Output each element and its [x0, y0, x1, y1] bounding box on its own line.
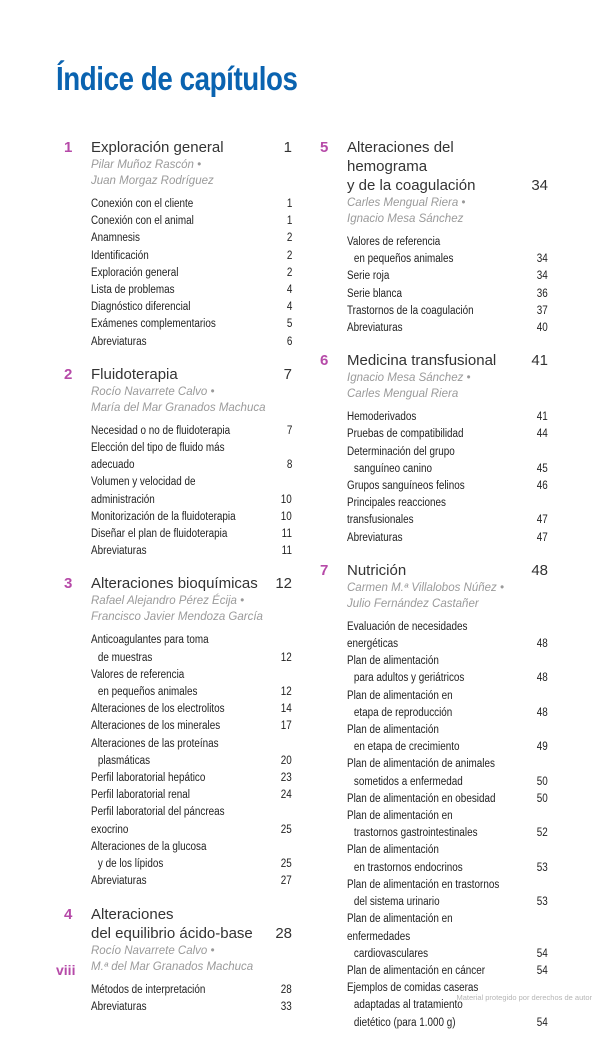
chapter-title[interactable] — [347, 138, 531, 195]
section-entry[interactable] — [91, 632, 292, 666]
chapter-page: 41 — [531, 352, 548, 370]
section-title-line[interactable]: Conexión con el cliente — [91, 198, 194, 210]
section-title[interactable] — [347, 268, 389, 285]
section-title[interactable] — [91, 509, 236, 526]
copyright-watermark: Material protegido por derechos de autor — [456, 993, 592, 1002]
section-page: 41 — [536, 411, 548, 424]
section-title-line[interactable]: Valores de referencia — [347, 236, 441, 248]
section-entry[interactable] — [91, 213, 292, 230]
section-title[interactable] — [347, 444, 455, 478]
chapter-title-line[interactable]: y de la coagulación — [347, 177, 476, 194]
chapter-title[interactable] — [91, 905, 253, 943]
section-title-line[interactable]: Diseñar el plan de fluidoterapia — [91, 528, 228, 541]
section-title-line[interactable]: Abreviaturas — [91, 1000, 147, 1013]
section-title[interactable] — [347, 303, 474, 320]
chapter-body — [347, 351, 548, 547]
chapter-authors — [347, 370, 548, 402]
chapter-authors — [347, 195, 548, 227]
section-title[interactable] — [91, 787, 190, 804]
section-entry[interactable] — [91, 440, 292, 474]
section-title[interactable] — [347, 478, 465, 495]
section-page: 10 — [280, 510, 292, 523]
section-title[interactable] — [347, 286, 402, 303]
section-title-line[interactable]: Conexión con el animal — [91, 215, 194, 228]
section-title[interactable] — [91, 474, 253, 508]
author-name: Julio Fernández Castañer — [347, 597, 479, 610]
section-page: 48 — [536, 706, 548, 719]
chapter-page: 7 — [283, 365, 292, 383]
section-title[interactable] — [91, 804, 253, 838]
chapter-page: 12 — [275, 575, 292, 593]
section-entry[interactable] — [347, 963, 548, 980]
chapter-body — [91, 365, 292, 561]
chapter-block — [320, 561, 548, 1032]
section-title-line[interactable]: Ejemplos de comidas caseras — [347, 982, 479, 995]
author-name: María del Mar Granados Machuca — [91, 401, 266, 414]
section-title[interactable] — [347, 963, 485, 980]
section-title[interactable] — [91, 213, 194, 230]
section-title[interactable] — [91, 701, 225, 718]
section-title[interactable] — [91, 299, 191, 316]
section-page: 6 — [286, 335, 292, 348]
section-title[interactable] — [91, 718, 220, 735]
section-entry[interactable] — [91, 718, 292, 735]
section-page: 33 — [280, 1000, 292, 1013]
section-title-line[interactable]: dietético (para 1.000 g) — [353, 1016, 456, 1029]
section-entry[interactable] — [347, 286, 548, 303]
author-name: Carles Mengual Riera • — [347, 197, 466, 209]
section-title[interactable] — [347, 756, 495, 790]
section-title-line[interactable]: Plan de alimentación — [347, 844, 439, 857]
section-page: 2 — [286, 232, 292, 245]
section-title[interactable] — [347, 688, 453, 722]
chapter-heading[interactable] — [91, 905, 292, 943]
section-page: 10 — [280, 493, 292, 506]
chapter-page: 34 — [531, 177, 548, 194]
section-title-line[interactable]: Exámenes complementarios — [91, 318, 216, 331]
section-title[interactable] — [347, 842, 463, 876]
section-title-line[interactable]: sometidos a enfermedad — [353, 775, 463, 788]
author-name: Carmen M.ª Villalobos Núñez • — [347, 581, 504, 594]
section-title-line[interactable]: Plan de alimentación en — [347, 810, 453, 823]
chapter-number: 7 — [320, 561, 329, 579]
section-title[interactable] — [91, 440, 258, 474]
section-page: 44 — [536, 428, 548, 441]
section-title[interactable] — [347, 426, 464, 443]
section-title-line[interactable]: Plan de alimentación — [347, 724, 439, 737]
section-page: 12 — [280, 651, 292, 664]
chapter-heading[interactable] — [91, 365, 292, 384]
section-title[interactable] — [347, 234, 453, 268]
section-page: 45 — [536, 462, 548, 475]
section-entry[interactable] — [347, 234, 548, 268]
toc-column-right — [320, 138, 548, 1046]
section-title-line[interactable]: Pruebas de compatibilidad — [347, 428, 464, 441]
section-page: 50 — [536, 775, 548, 788]
section-title[interactable] — [347, 877, 499, 911]
section-page: 46 — [536, 480, 548, 493]
section-title[interactable] — [91, 736, 219, 770]
section-entry[interactable] — [347, 409, 548, 426]
section-title[interactable] — [91, 265, 178, 282]
section-page: 50 — [536, 792, 548, 805]
chapter-heading[interactable] — [347, 561, 548, 580]
section-title[interactable] — [91, 770, 205, 787]
section-title[interactable] — [347, 409, 416, 426]
section-page: 40 — [536, 322, 548, 335]
chapter-block — [320, 138, 548, 337]
section-title-line[interactable]: Exploración general — [91, 266, 179, 279]
section-page: 17 — [280, 720, 292, 733]
section-entry[interactable] — [91, 423, 292, 440]
section-page: 49 — [536, 741, 548, 754]
section-title[interactable] — [91, 334, 147, 351]
section-page: 47 — [536, 531, 548, 544]
chapter-body — [91, 574, 292, 890]
section-title[interactable] — [91, 526, 227, 543]
section-page: 25 — [280, 858, 292, 871]
chapter-block — [64, 365, 292, 561]
section-title-line[interactable]: Anamnesis — [91, 232, 140, 245]
section-title[interactable] — [347, 980, 478, 1032]
author-name: M.ª del Mar Granados Machuca — [91, 960, 254, 973]
section-page: 1 — [286, 198, 292, 210]
section-page: 8 — [286, 459, 292, 472]
section-entry[interactable] — [91, 787, 292, 804]
section-title-line[interactable]: Alteraciones de los electrolitos — [91, 703, 225, 716]
section-page: 54 — [536, 947, 548, 960]
section-title-line[interactable]: Hemoderivados — [347, 411, 417, 424]
section-title-line[interactable]: y de los lípidos — [97, 858, 164, 871]
chapter-heading[interactable] — [347, 351, 548, 370]
section-page: 53 — [536, 896, 548, 909]
section-page: 11 — [281, 545, 292, 558]
section-title-line[interactable]: Identificación — [91, 249, 149, 262]
section-entry[interactable] — [91, 282, 292, 299]
section-page: 36 — [536, 287, 548, 300]
section-title[interactable] — [347, 722, 459, 756]
section-entry[interactable] — [91, 982, 292, 999]
section-title[interactable] — [91, 873, 147, 890]
author-name: Juan Morgaz Rodríguez — [91, 175, 214, 187]
section-page: 27 — [280, 875, 292, 888]
section-entry[interactable] — [347, 980, 548, 1032]
chapter-body — [347, 561, 548, 1032]
section-page: 5 — [286, 318, 292, 331]
section-title-line[interactable]: Plan de alimentación de animales — [347, 758, 495, 771]
chapter-block — [64, 138, 292, 351]
section-entry[interactable] — [91, 839, 292, 873]
author-name: Francisco Javier Mendoza García — [91, 611, 263, 624]
section-title[interactable] — [91, 196, 193, 213]
section-title-line[interactable]: cardiovasculares — [353, 947, 429, 960]
section-entry[interactable] — [91, 230, 292, 247]
author-name: Pilar Muñoz Rascón • — [91, 159, 202, 171]
section-title[interactable] — [347, 619, 509, 653]
section-title-line[interactable]: para adultos y geriátricos — [353, 672, 465, 685]
chapter-page: 28 — [275, 924, 292, 942]
section-entry[interactable] — [347, 530, 548, 547]
section-entry[interactable] — [91, 474, 292, 508]
section-title-line[interactable]: Plan de alimentación en — [347, 689, 453, 702]
section-title-line[interactable]: Perfil laboratorial renal — [91, 789, 190, 802]
section-entry[interactable] — [91, 736, 292, 770]
section-page: 52 — [536, 827, 548, 840]
section-page: 2 — [286, 266, 292, 279]
chapter-heading[interactable] — [347, 138, 548, 195]
section-title-line[interactable]: Trastornos de la coagulación — [347, 304, 474, 317]
section-entry[interactable] — [347, 444, 548, 478]
section-page: 11 — [281, 528, 292, 541]
chapter-title[interactable]: Nutrición — [347, 561, 407, 579]
section-page: 25 — [280, 823, 292, 836]
section-entry[interactable] — [91, 265, 292, 282]
author-name: Ignacio Mesa Sánchez • — [347, 372, 471, 385]
chapter-number: 6 — [320, 352, 329, 370]
section-page: 4 — [286, 301, 292, 314]
section-title-line[interactable]: Plan de alimentación en cáncer — [347, 964, 486, 977]
chapter-title-line[interactable]: del equilibrio ácido-base — [91, 924, 253, 942]
section-title-line[interactable]: Necesidad o no de fluidoterapia — [91, 424, 231, 437]
section-list — [347, 619, 548, 1032]
chapter-authors — [91, 384, 292, 416]
chapter-number: 5 — [320, 139, 329, 156]
section-entry[interactable] — [91, 701, 292, 718]
section-list — [347, 234, 548, 337]
section-list — [91, 632, 292, 890]
section-entry[interactable] — [91, 248, 292, 265]
section-title-line[interactable]: Plan de alimentación — [347, 655, 439, 668]
section-title-line[interactable]: Alteraciones de la glucosa — [91, 840, 207, 853]
author-name: Rocío Navarrete Calvo • — [91, 385, 215, 398]
section-title-line[interactable]: en etapa de crecimiento — [353, 741, 460, 754]
section-title-line[interactable]: Abreviaturas — [91, 875, 147, 888]
section-entry[interactable] — [347, 495, 548, 529]
chapter-authors — [91, 157, 292, 189]
section-title-line[interactable]: en pequeños animales — [97, 686, 198, 699]
section-title-line[interactable]: Anticoagulantes para toma — [91, 634, 209, 647]
chapter-authors — [347, 580, 548, 612]
section-page: 54 — [536, 1016, 548, 1029]
chapter-block — [320, 351, 548, 547]
section-title[interactable] — [91, 316, 216, 333]
chapter-page: 48 — [531, 561, 548, 579]
section-page: 54 — [536, 964, 548, 977]
section-page: 48 — [536, 638, 548, 651]
section-title-line[interactable]: Perfil laboratorial del páncreas exocrino — [91, 806, 225, 836]
chapter-title[interactable]: Exploración general — [91, 139, 224, 156]
chapter-block — [64, 574, 292, 890]
section-title-line[interactable]: Abreviaturas — [91, 545, 147, 558]
section-title-line[interactable]: Elección del tipo de fluido más adecuado — [91, 442, 225, 472]
chapter-body — [91, 905, 292, 1016]
section-title[interactable] — [347, 320, 403, 337]
section-list — [91, 423, 292, 561]
section-entry[interactable] — [91, 667, 292, 701]
section-entry[interactable] — [347, 791, 548, 808]
section-entry[interactable] — [347, 911, 548, 963]
section-page: 4 — [286, 284, 292, 297]
section-page: 37 — [536, 304, 548, 317]
section-title[interactable] — [347, 495, 509, 529]
section-page: 1 — [286, 215, 292, 228]
section-entry[interactable] — [347, 268, 548, 285]
section-title[interactable] — [347, 808, 478, 842]
section-entry[interactable] — [347, 320, 548, 337]
section-entry[interactable] — [347, 653, 548, 687]
section-entry[interactable] — [347, 877, 548, 911]
section-entry[interactable] — [91, 196, 292, 213]
section-page: 2 — [286, 249, 292, 262]
section-title-line[interactable]: Monitorización de la fluidoterapia — [91, 510, 236, 523]
section-title-line[interactable]: Grupos sanguíneos felinos — [347, 480, 465, 493]
section-title-line[interactable]: Plan de alimentación en trastornos — [347, 878, 500, 891]
chapter-title-line[interactable]: Alteraciones del hemograma — [347, 139, 454, 175]
section-title-line[interactable]: Evaluación de necesidades energéticas — [347, 620, 468, 651]
section-page: 47 — [536, 514, 548, 527]
section-page: 48 — [536, 672, 548, 685]
chapter-block — [64, 905, 292, 1016]
section-entry[interactable] — [347, 619, 548, 653]
section-list — [91, 196, 292, 351]
section-entry[interactable] — [347, 756, 548, 790]
section-entry[interactable] — [91, 804, 292, 838]
section-entry[interactable] — [91, 316, 292, 333]
section-title-line[interactable]: Lista de problemas — [91, 284, 175, 297]
section-entry[interactable] — [347, 303, 548, 320]
author-name: Rafael Alejandro Pérez Écija • — [91, 595, 245, 608]
author-name: Carles Mengual Riera — [347, 388, 459, 401]
chapter-heading[interactable] — [91, 574, 292, 593]
chapter-page: 1 — [283, 139, 292, 156]
page-number: viii — [56, 962, 76, 978]
section-title-line[interactable]: Principales reacciones transfusionales — [347, 497, 446, 527]
section-title[interactable] — [91, 982, 205, 999]
author-name: Ignacio Mesa Sánchez — [347, 213, 464, 225]
section-title-line[interactable]: Alteraciones de los minerales — [91, 720, 221, 733]
section-page: 20 — [280, 754, 292, 767]
chapter-number: 4 — [64, 905, 73, 923]
section-title[interactable] — [91, 423, 230, 440]
section-entry[interactable] — [91, 999, 292, 1016]
section-title-line[interactable]: etapa de reproducción — [353, 706, 453, 719]
section-title[interactable] — [91, 248, 149, 265]
section-entry[interactable] — [91, 543, 292, 560]
chapter-title[interactable]: Medicina transfusional — [347, 352, 497, 370]
section-title[interactable] — [91, 230, 140, 247]
chapter-heading[interactable] — [91, 138, 292, 157]
section-page: 53 — [536, 861, 548, 874]
section-title-line[interactable]: Perfil laboratorial hepático — [91, 772, 206, 785]
section-title-line[interactable]: Determinación del grupo — [347, 445, 455, 458]
page-title: Índice de capítulos — [56, 60, 298, 98]
section-title[interactable] — [347, 911, 509, 963]
section-page: 14 — [280, 703, 292, 716]
section-entry[interactable] — [347, 842, 548, 876]
section-entry[interactable] — [347, 688, 548, 722]
section-title-line[interactable]: Abreviaturas — [347, 531, 403, 544]
section-entry[interactable] — [91, 334, 292, 351]
section-title-line[interactable]: de muestras — [97, 651, 153, 664]
section-title[interactable] — [347, 530, 403, 547]
section-title-line[interactable]: Plan de alimentación en enfermedades — [347, 913, 453, 943]
section-title-line[interactable]: Plan de alimentación en obesidad — [347, 792, 496, 805]
section-title-line[interactable]: Abreviaturas — [347, 322, 403, 335]
section-title[interactable] — [91, 543, 147, 560]
chapter-number: 1 — [64, 139, 73, 156]
section-entry[interactable] — [91, 873, 292, 890]
section-title[interactable] — [347, 653, 464, 687]
section-title-line[interactable]: Valores de referencia — [91, 668, 185, 681]
section-entry[interactable] — [347, 808, 548, 842]
section-entry[interactable] — [347, 722, 548, 756]
chapter-number: 3 — [64, 575, 73, 593]
section-title[interactable] — [347, 791, 495, 808]
section-title[interactable] — [91, 282, 175, 299]
chapter-title[interactable]: Alteraciones bioquímicas — [91, 575, 258, 593]
section-title-line[interactable]: en trastornos endocrinos — [353, 861, 463, 874]
section-page: 12 — [280, 686, 292, 699]
section-title-line[interactable]: Métodos de interpretación — [91, 983, 206, 996]
section-title-line[interactable]: adaptadas al tratamiento — [353, 999, 463, 1012]
chapter-body — [347, 138, 548, 337]
section-list — [347, 409, 548, 547]
section-title-line[interactable]: Abreviaturas — [91, 335, 147, 348]
section-title-line[interactable]: Alteraciones de las proteínas — [91, 737, 219, 750]
section-title-line[interactable]: Volumen y velocidad de administración — [91, 476, 196, 506]
section-title[interactable] — [91, 839, 206, 873]
toc-column-left — [64, 138, 292, 1030]
section-page: 23 — [280, 772, 292, 785]
chapter-title-line[interactable]: Alteraciones — [91, 905, 174, 923]
chapter-authors — [91, 593, 292, 625]
chapter-number: 2 — [64, 365, 73, 383]
section-title-line[interactable]: en pequeños animales — [353, 253, 454, 266]
section-title[interactable] — [91, 667, 197, 701]
author-name: Rocío Navarrete Calvo • — [91, 944, 215, 957]
section-title-line[interactable]: Diagnóstico diferencial — [91, 301, 191, 314]
section-page: 7 — [286, 424, 292, 437]
section-title-line[interactable]: plasmáticas — [97, 754, 151, 767]
section-page: 34 — [536, 270, 548, 283]
section-title-line[interactable]: trastornos gastrointestinales — [353, 827, 478, 840]
section-page: 34 — [536, 253, 548, 266]
section-title[interactable] — [91, 632, 209, 666]
section-entry[interactable] — [347, 478, 548, 495]
section-title-line[interactable]: Serie roja — [347, 270, 390, 283]
section-title[interactable] — [91, 999, 147, 1016]
section-title-line[interactable]: sanguíneo canino — [353, 462, 432, 475]
section-title-line[interactable]: del sistema urinario — [353, 896, 440, 909]
section-entry[interactable] — [91, 770, 292, 787]
section-entry[interactable] — [91, 526, 292, 543]
section-entry[interactable] — [91, 299, 292, 316]
section-entry[interactable] — [347, 426, 548, 443]
section-page: 24 — [280, 789, 292, 802]
chapter-authors — [91, 943, 292, 975]
chapter-body — [91, 138, 292, 351]
section-page: 28 — [280, 983, 292, 996]
chapter-title[interactable]: Fluidoterapia — [91, 365, 178, 383]
section-title-line[interactable]: Serie blanca — [347, 287, 402, 300]
section-entry[interactable] — [91, 509, 292, 526]
